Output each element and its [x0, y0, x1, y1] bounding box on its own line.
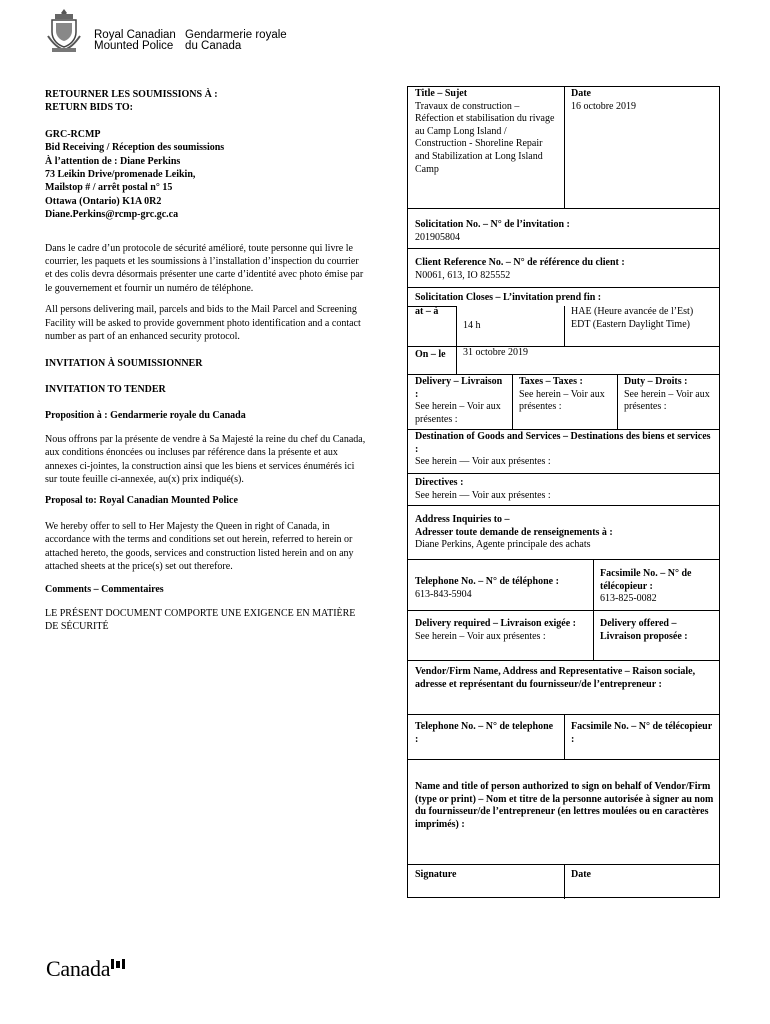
- on-label: On – le: [415, 349, 446, 360]
- email-link[interactable]: Diane.Perkins@rcmp-grc.gc.ca: [45, 209, 179, 221]
- invitation-fr: INVITATION À SOUMISSIONNER: [45, 357, 203, 369]
- security-requirement: LE PRÉSENT DOCUMENT COMPORTE UNE EXIGENCE EN MATIÈRE DE SÉCURITÉ: [45, 607, 356, 633]
- inquiries-label-en: Address Inquiries to –: [415, 514, 510, 525]
- signature-label: Signature: [415, 869, 457, 880]
- security-notice-fr: Dans le cadre d’un protocole de sécurité amélioré, toute personne qui livre le courrier, les paquets et les soumissions à l’installation d’inspection du courrier et des colis devra désormais présenter une carte d’identité avec photo émise par le gouvernement et fournir un numéro de téléphone.: [45, 242, 364, 294]
- at-value: 14 h: [463, 320, 481, 331]
- duty-value: See herein – Voir aux présentes :: [624, 388, 710, 413]
- tender-form: [407, 86, 720, 898]
- delivery-offered-label: Delivery offered – Livraison proposée :: [600, 618, 688, 642]
- offer-text-fr: Nous offrons par la présente de vendre à Sa Majesté la reine du chef du Canada, aux conditions énoncées ou incluses par référence dans la présente et aux annexes ci-jointes, la construction ainsi que les biens et services énumérés ici sur toute feuille ci-annexée, au(x) prix indiqué(s).: [45, 433, 366, 485]
- org-name: GRC-RCMP: [45, 128, 101, 140]
- duty-label: Duty – Droits :: [624, 376, 688, 387]
- address-line-3: 73 Leikin Drive/promenade Leikin,: [45, 169, 196, 181]
- client-ref-value: N0061, 613, IO 825552: [415, 269, 511, 281]
- date-value: 16 octobre 2019: [571, 100, 636, 112]
- signature-date-label: Date: [571, 869, 591, 880]
- address-line-1: Bid Receiving / Réception des soumissions: [45, 142, 225, 154]
- canada-wordmark: [46, 956, 125, 982]
- address-line-5: Ottawa (Ontario) K1A 0R2: [45, 195, 162, 207]
- left-column: [45, 88, 367, 634]
- title-label: Title – Sujet: [415, 88, 468, 99]
- destination-label: Destination of Goods and Services – Destinations des biens et services :: [415, 431, 711, 455]
- taxes-value: See herein – Voir aux présentes :: [519, 388, 605, 413]
- agency-en-line1: Royal Canadian: [94, 29, 176, 41]
- telephone-value: 613-843-5904: [415, 588, 472, 600]
- inquiries-label-fr: Adresser toute demande de renseignements à :: [415, 526, 613, 538]
- inquiries-value: Diane Perkins, Agente principale des achats: [415, 539, 591, 551]
- canada-wordmark-text: Canada: [46, 956, 111, 981]
- delivery-required-value: See herein – Voir aux présentes :: [415, 630, 546, 642]
- vendor-label: Vendor/Firm Name, Address and Representative – Raison sociale, adresse et représentant du fournisseur/de l’entrepreneur :: [415, 666, 696, 690]
- proposal-en: Proposal to: Royal Canadian Mounted Police: [45, 495, 238, 507]
- telephone-label: Telephone No. – N° de téléphone :: [415, 576, 559, 587]
- timezone-value: HAE (Heure avancée de l’Est) EDT (Eastern Daylight Time): [571, 306, 694, 330]
- offer-text-en: We hereby offer to sell to Her Majesty the Queen in right of Canada, in accordance with the terms and conditions set out herein, referred to herein or attached hereto, the goods, services and construction listed herein and on any attached sheets at the price(s) set out therefore.: [45, 520, 354, 572]
- closes-label: Solicitation Closes – L’invitation prend fin :: [415, 292, 602, 303]
- canada-flag-icon: [111, 959, 125, 969]
- title-value: Travaux de construction – Réfection et stabilisation du rivage au Camp Long Island / Construction - Shoreline Repair and Stabilization at Long Island Camp: [415, 100, 555, 175]
- directives-value: See herein — Voir aux présentes :: [415, 489, 551, 501]
- address-line-2: À l’attention de : Diane Perkins: [45, 155, 181, 167]
- security-notice-en: All persons delivering mail, parcels and bids to the Mail Parcel and Screening Facility will be asked to provide government photo identification and a contact number as part of an enhanced security protocol.: [45, 304, 361, 343]
- invitation-en: INVITATION TO TENDER: [45, 383, 166, 395]
- delivery-value: See herein – Voir aux présentes :: [415, 401, 501, 425]
- delivery-required-label: Delivery required – Livraison exigée :: [415, 618, 576, 629]
- taxes-label: Taxes – Taxes :: [519, 376, 583, 387]
- on-value: 31 octobre 2019: [463, 347, 528, 358]
- return-bids-en: RETURN BIDS TO:: [45, 102, 133, 114]
- address-line-4: Mailstop # / arrêt postal n° 15: [45, 182, 173, 194]
- fax-value: 613-825-0082: [600, 593, 657, 605]
- date-label: Date: [571, 88, 591, 99]
- proposition-fr: Proposition à : Gendarmerie royale du Canada: [45, 410, 246, 422]
- agency-fr-line2: du Canada: [185, 40, 242, 52]
- return-bids-fr: RETOURNER LES SOUMISSIONS À :: [45, 89, 218, 100]
- vendor-fax-label: Facsimile No. – N° de télécopieur :: [571, 721, 713, 745]
- destination-value: See herein — Voir aux présentes :: [415, 456, 551, 468]
- fax-label: Facsimile No. – N° de télécopieur :: [600, 568, 692, 592]
- solicitation-label: Solicitation No. – N° de l’invitation :: [415, 219, 570, 230]
- directives-label: Directives :: [415, 477, 464, 488]
- agency-name: [94, 30, 293, 52]
- authorized-signer-label: Name and title of person authorized to sign on behalf of Vendor/Firm (type or print) – Nom et titre de la personne autorisée à signer au nom du fournisseur/de l’entrepreneur (en lettres moulées ou en caractères imprimés) :: [415, 781, 714, 830]
- delivery-label: Delivery – Livraison :: [415, 376, 503, 400]
- rcmp-crest-icon: [46, 8, 82, 54]
- at-label: at – à: [415, 306, 439, 317]
- vendor-telephone-label: Telephone No. – N° de telephone :: [415, 721, 554, 745]
- solicitation-value: 201905804: [415, 231, 460, 243]
- agency-en-line2: Mounted Police: [94, 40, 174, 52]
- agency-fr-line1: Gendarmerie royale: [185, 29, 287, 41]
- client-ref-label: Client Reference No. – N° de référence du client :: [415, 257, 625, 268]
- comments-label: Comments – Commentaires: [45, 584, 164, 596]
